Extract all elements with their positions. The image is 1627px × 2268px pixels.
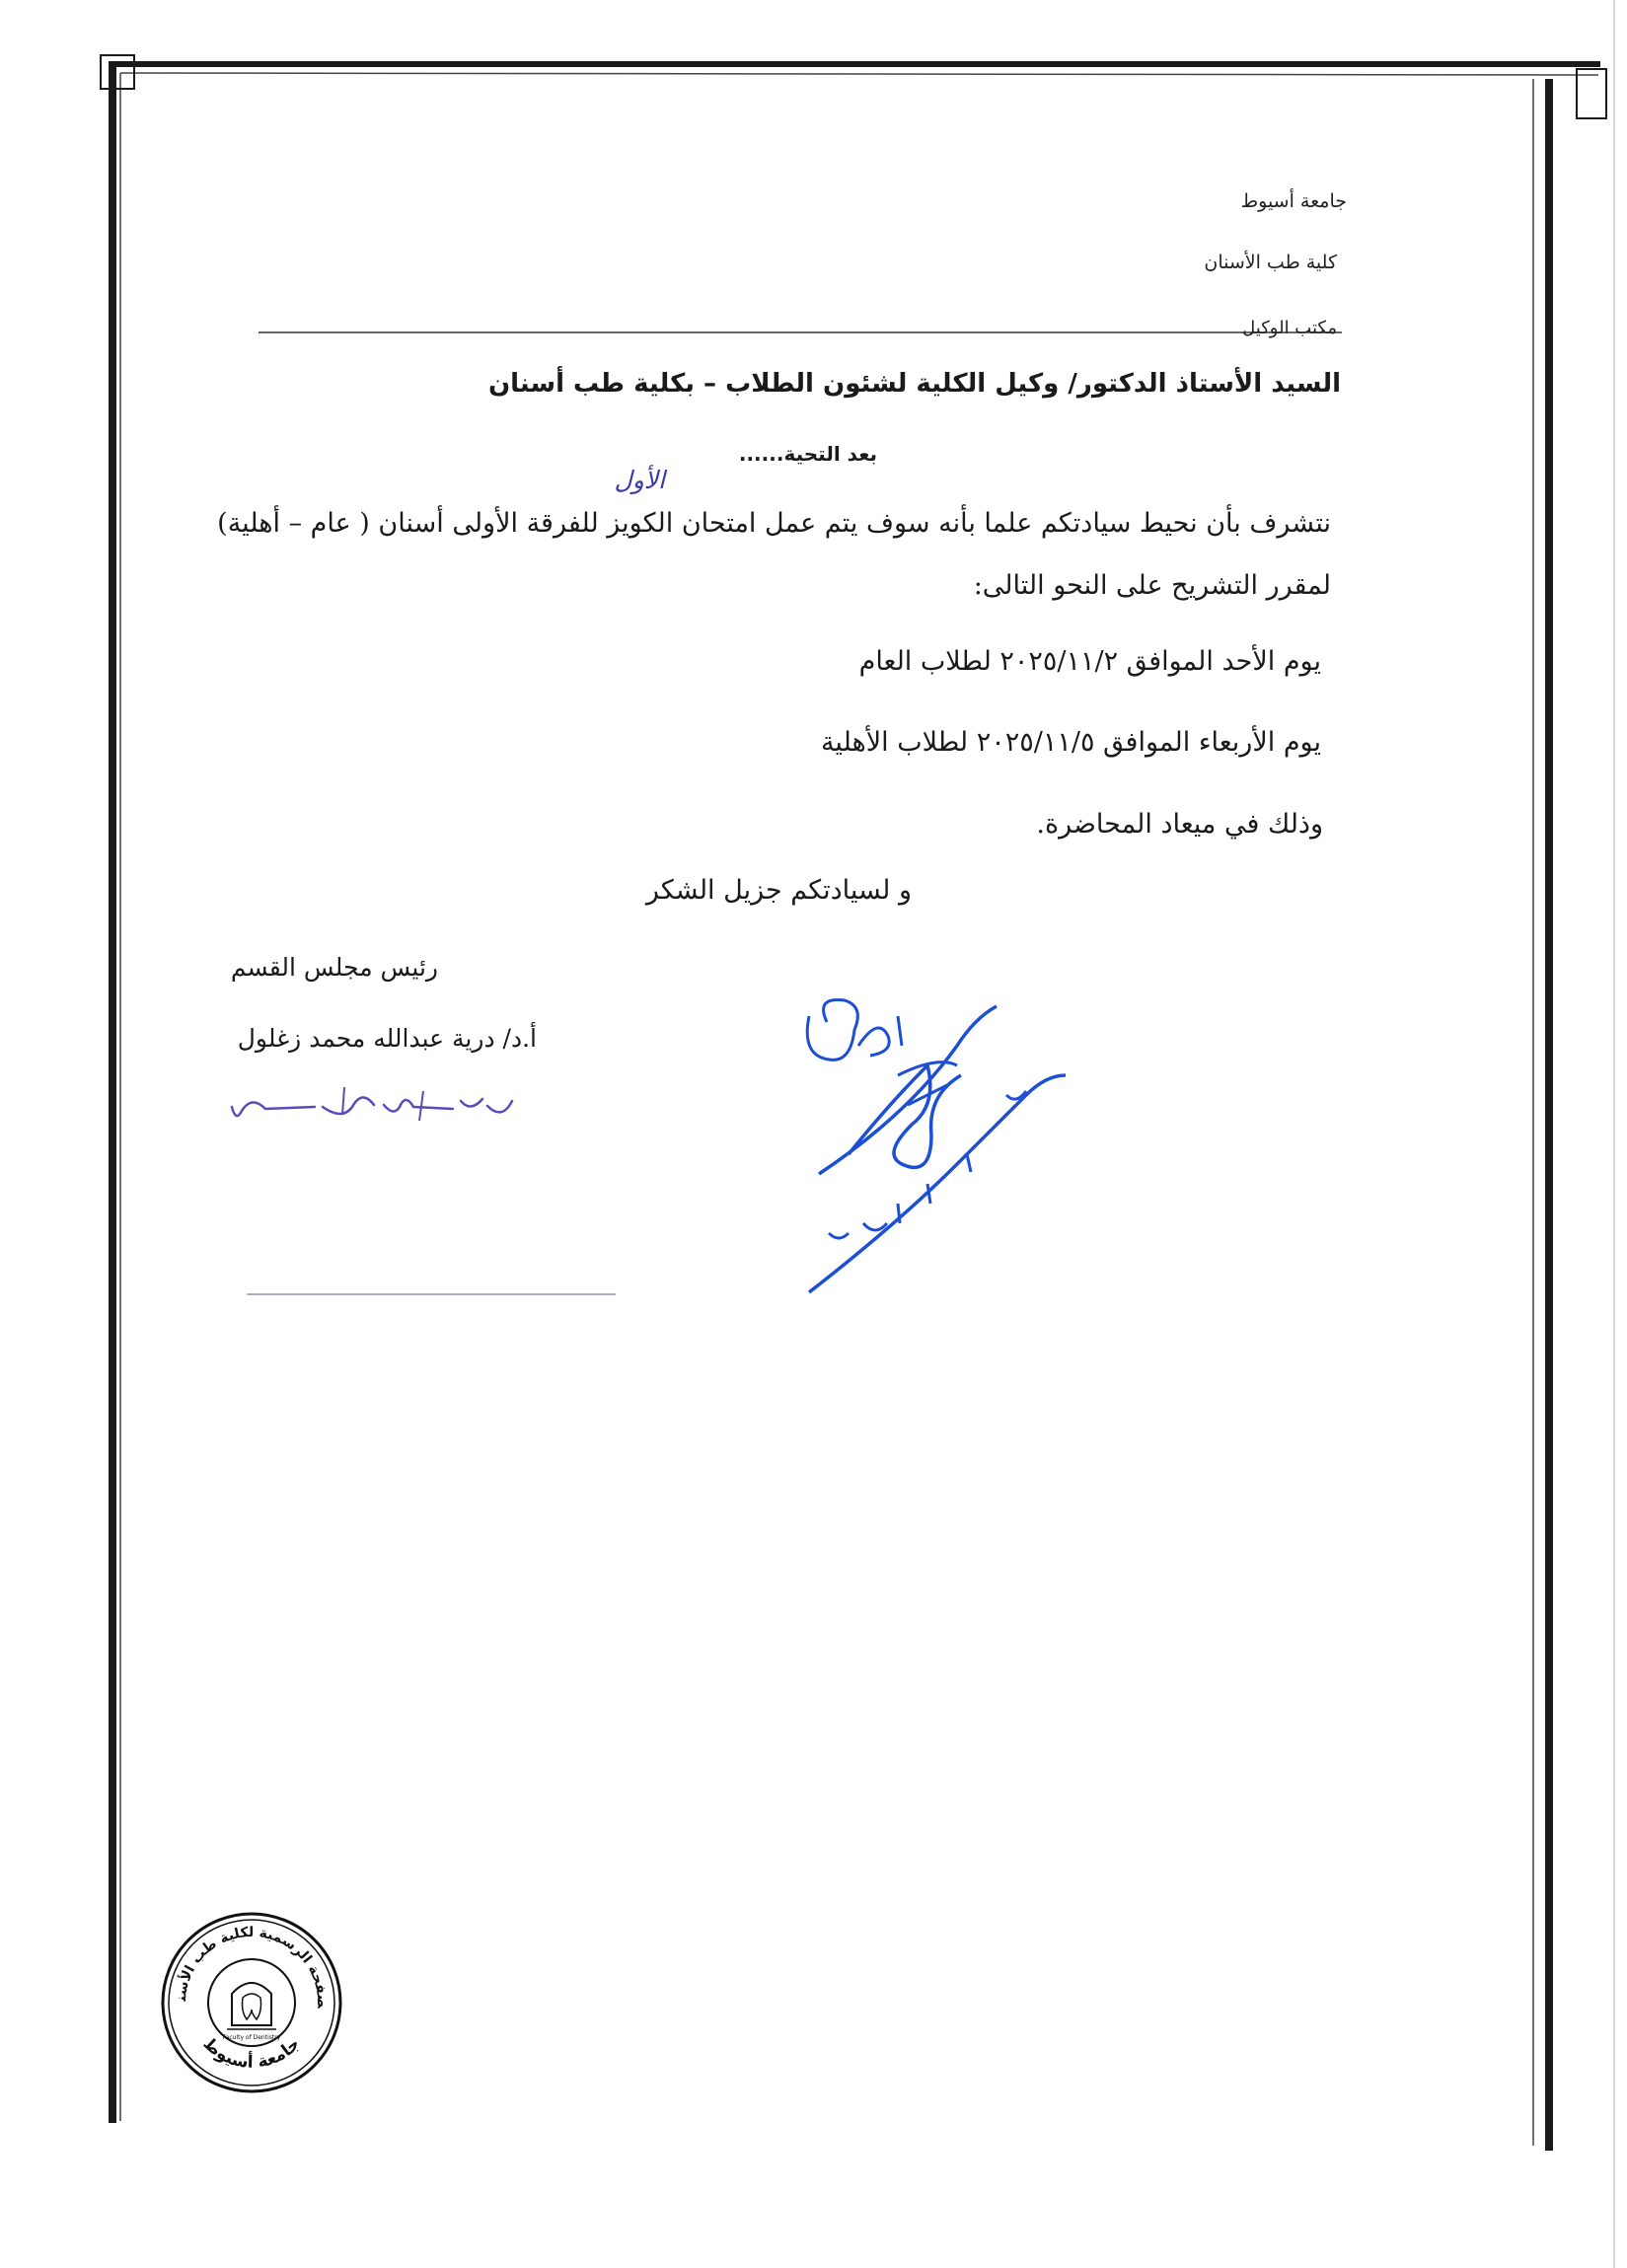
schedule-item-private: يوم الأربعاء الموافق ٢٠٢٥/١١/٥ لطلاب الأهلية	[820, 727, 1321, 758]
signature-scrawl-icon	[226, 1081, 522, 1131]
stamp-seal-icon	[158, 1909, 345, 2096]
signature-name: أ.د/ درية عبدالله محمد زغلول	[237, 1024, 537, 1053]
schedule-item-public: يوم الأحد الموافق ٢٠٢٥/١١/٢ لطلاب العام	[858, 646, 1321, 677]
svg-text:الصفحة الرسمية لكلية طب الأسنا: صفحة الرسمية لكلية طب الأسنان	[173, 1925, 331, 2009]
addressee-line: السيد الأستاذ الدكتور/ وكيل الكلية لشئون الطلاب – بكلية طب أسنان	[487, 369, 1341, 399]
handwritten-approval	[789, 987, 1085, 1306]
handwritten-signature-name	[226, 1081, 522, 1134]
handwritten-insertion: الأول	[614, 466, 665, 494]
svg-text:Faculty of Dentistry: Faculty of Dentistry	[222, 2034, 281, 2041]
thanks-line: و لسيادتكم جزيل الشكر	[645, 875, 912, 906]
official-stamp	[158, 1909, 345, 2100]
university-name: جامعة أسيوط	[1240, 190, 1347, 212]
faculty-name: كلية طب الأسنان	[1204, 252, 1337, 273]
signature-title: رئيس مجلس القسم	[230, 953, 438, 982]
office-name: مكتب الوكيل	[1242, 318, 1337, 338]
approval-scrawl-icon	[789, 987, 1085, 1302]
body-line-2: لمقرر التشريح على النحو التالى:	[973, 570, 1331, 601]
svg-text:جامعة أسيوط: جامعة أسيوط	[198, 2033, 305, 2074]
body-line-1: نتشرف بأن نحيط سيادتكم علما بأنه سوف يتم عمل امتحان الكويز للفرقة الأولى أسنان ( عام – أهلية)	[217, 508, 1331, 539]
closing-line: وذلك في ميعاد المحاضرة.	[1036, 809, 1323, 840]
greeting: بعد التحية......	[738, 442, 877, 466]
